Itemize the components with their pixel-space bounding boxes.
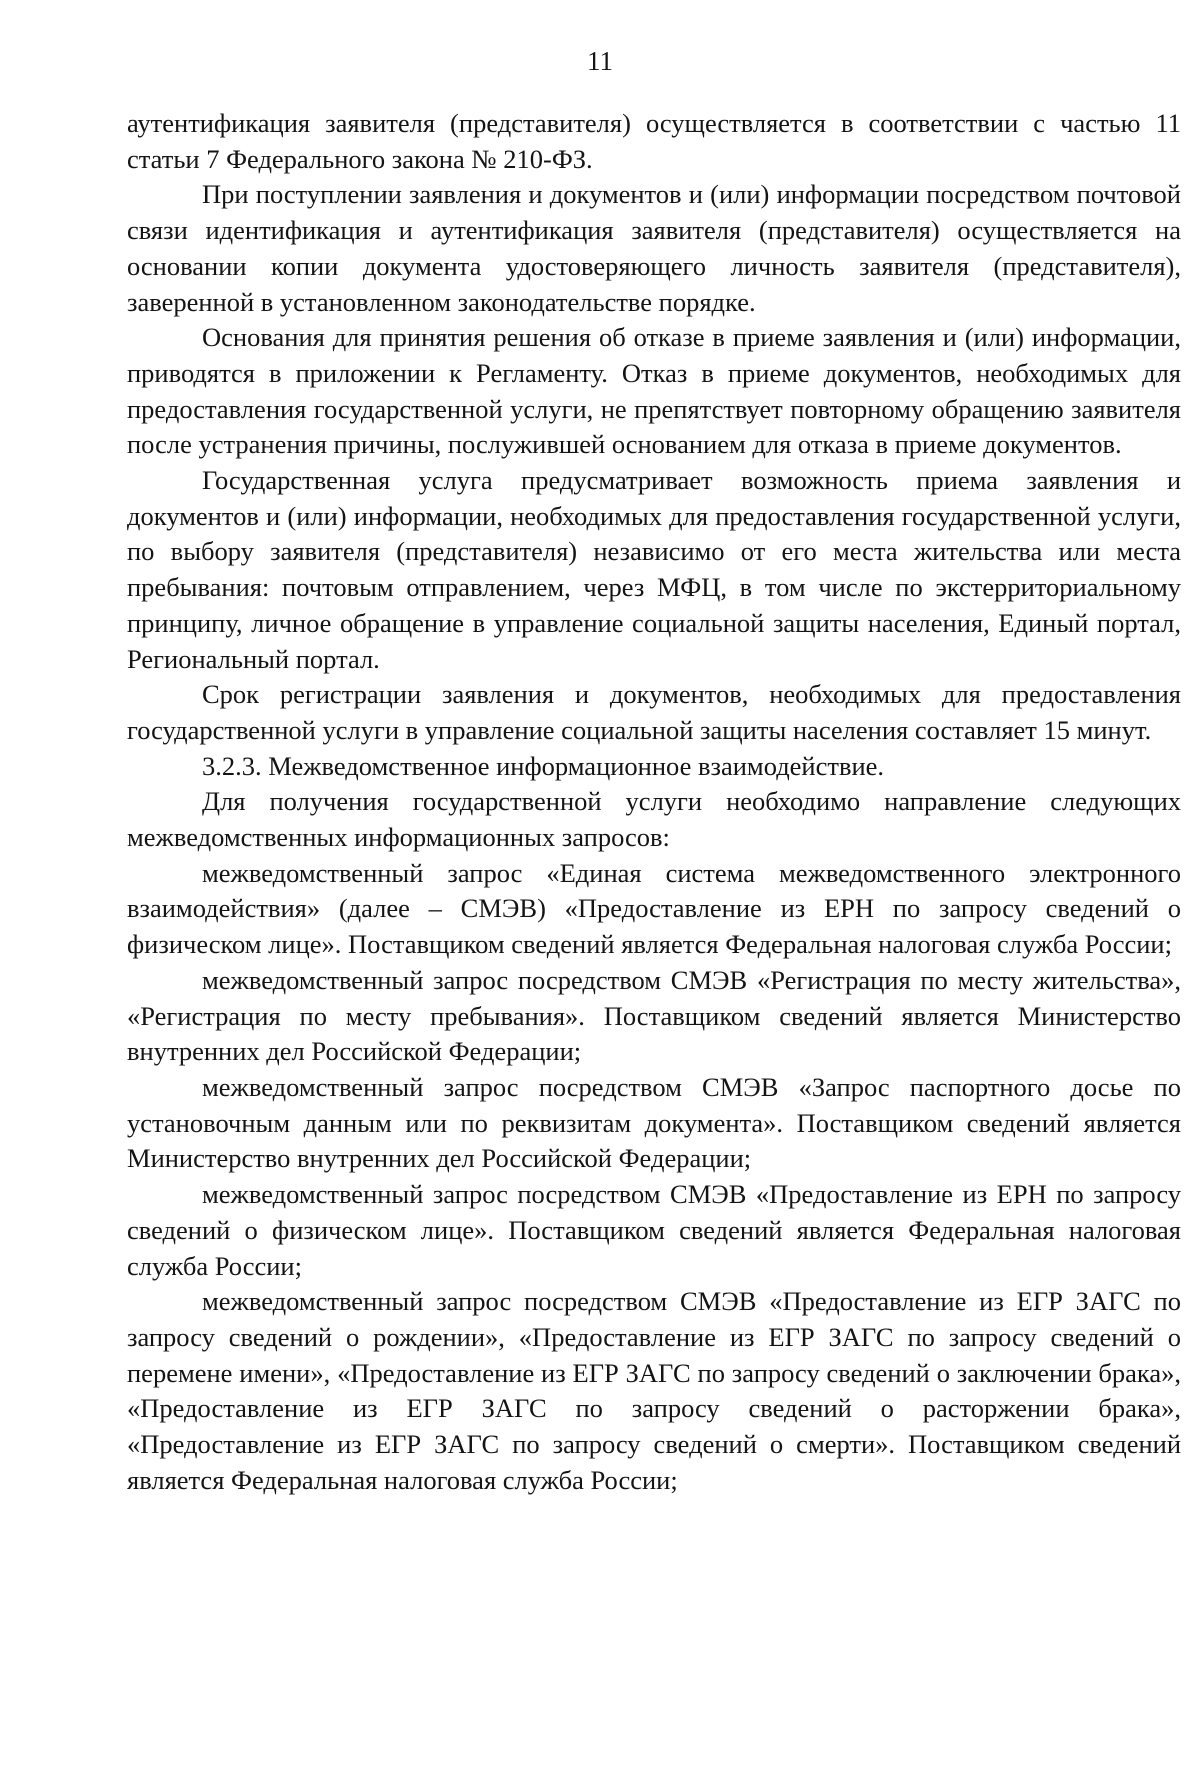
list-item-smev-ern: межведомственный запрос «Единая система межведомственного электронного взаимодействия» (далее – СМЭВ) «Предоставление из ЕРН по запросу сведений о физическом лице». Поставщиком сведений является Федеральная налоговая служба России; <box>127 857 1181 960</box>
paragraph-reception-methods: Государственная услуга предусматривает возможность приема заявления и документов и (или) информации, необходимых для предоставления государственной услуги, по выбору заявителя (представителя) независимо от его места жительства или места пребывания: почтовым отправлением, через МФЦ, в том числе по экстерриториальному принципу, личное обращение в управление социальной защиты населения, Единый портал, Региональный портал. <box>127 465 1181 674</box>
document-body <box>127 106 1181 1498</box>
list-item-egr-zags: межведомственный запрос посредством СМЭВ «Предоставление из ЕГР ЗАГС по запросу сведений о рождении», «Предоставление из ЕГР ЗАГС по запросу сведений о перемене имени», «Предоставление из ЕГР ЗАГС по запросу сведений о заключении брака», «Предоставление из ЕГР ЗАГС по запросу сведений о расторжении брака», «Предоставление из ЕГР ЗАГС по запросу сведений о смерти». Поставщиком сведений является Федеральная налоговая служба России; <box>127 1286 1181 1495</box>
paragraph-interagency-intro: Для получения государственной услуги необходимо направление следующих межведомственных информационных запросов: <box>127 786 1181 853</box>
paragraph-registration-term: Срок регистрации заявления и документов, необходимых для предоставления государственной услуги в управление социальной защиты населения составляет 15 минут. <box>127 679 1181 745</box>
list-item-registration: межведомственный запрос посредством СМЭВ «Регистрация по месту жительства», «Регистрация по месту пребывания». Поставщиком сведений является Министерство внутренних дел Российской Федерации; <box>127 964 1181 1067</box>
page-number: 11 <box>587 46 613 76</box>
paragraph-postal-identification: При поступлении заявления и документов и (или) информации посредством почтовой связи идентификация и аутентификация заявителя (представителя) осуществляется на основании копии документа удостоверяющего личность заявителя (представителя), заверенной в установленном законодательстве порядке. <box>127 179 1181 317</box>
list-item-passport-dossier: межведомственный запрос посредством СМЭВ «Запрос паспортного досье по установочным данным или по реквизитам документа». Поставщиком сведений является Министерство внутренних дел Российской Федерации; <box>127 1071 1181 1174</box>
paragraph-refusal-grounds: Основания для принятия решения об отказе в приеме заявления и (или) информации, приводятся в приложении к Регламенту. Отказ в приеме документов, необходимых для предоставления государственной услуги, не препятствует повторному обращению заявителя после устранения причины, послужившей основанием для отказа в приеме документов. <box>127 322 1181 460</box>
paragraph-authentication-continued: аутентификация заявителя (представителя) осуществляется в соответствии с частью 11 статьи 7 Федерального закона № 210-ФЗ. <box>127 108 1181 174</box>
list-item-ern-physical-person: межведомственный запрос посредством СМЭВ «Предоставление из ЕРН по запросу сведений о физическом лице». Поставщиком сведений является Федеральная налоговая служба России; <box>127 1179 1181 1281</box>
section-heading-interagency: 3.2.3. Межведомственное информационное взаимодействие. <box>202 750 885 781</box>
